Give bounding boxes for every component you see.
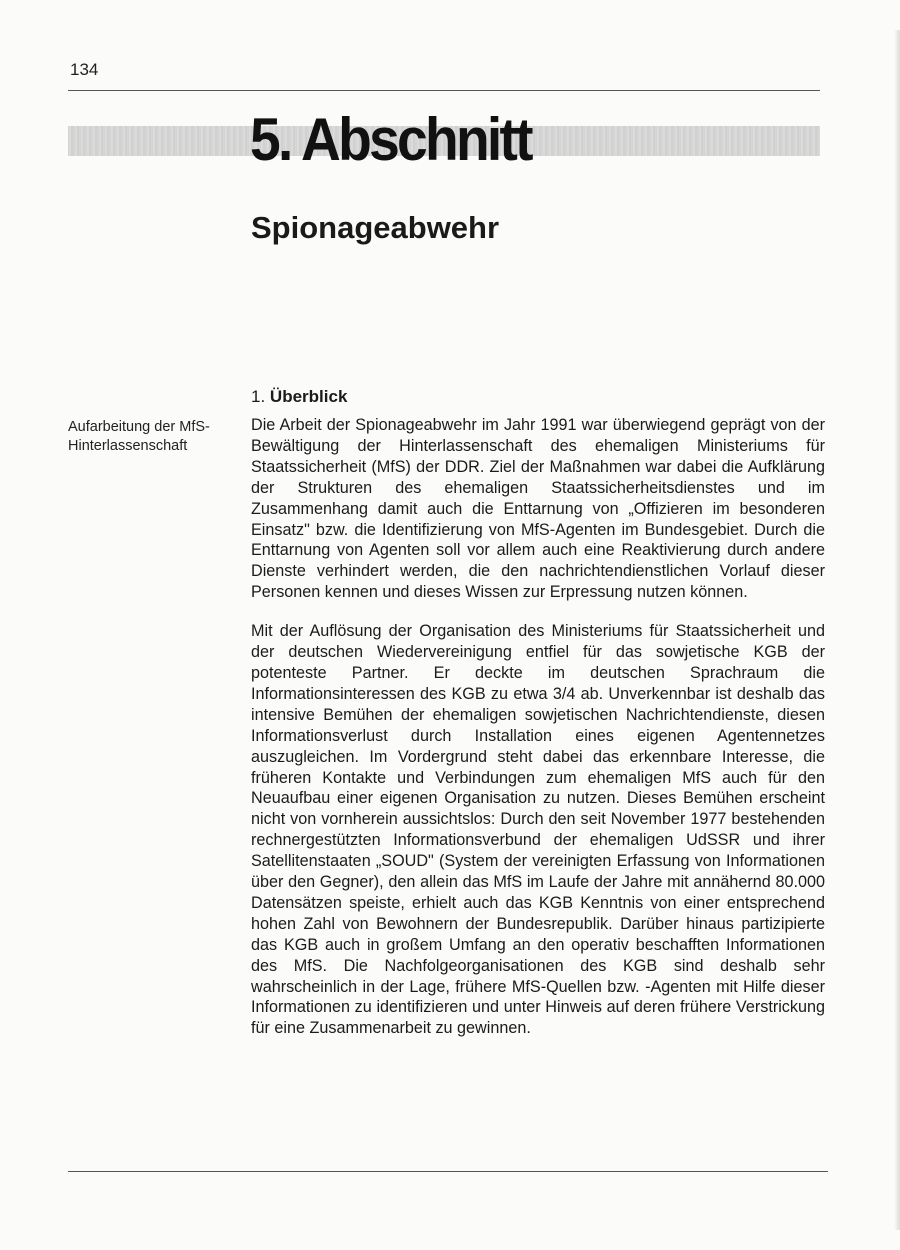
- section-heading: 5. Abschnitt: [250, 106, 531, 173]
- header-rule: [68, 90, 820, 91]
- paragraph-1: Die Arbeit der Spionageabwehr im Jahr 1991 war überwiegend geprägt von der Bewältigung der Hinterlassenschaft des ehemaligen Ministeriums für Staatssicherheit (MfS) der DDR. Ziel der Maßnahmen war dabei die Aufklärung der Strukturen des ehemaligen Staatssicherheitsdienstes und im Zusammenhang damit auch die Enttarnung von „Offizieren im besonderen Einsatz" bzw. die Identifizierung von MfS-Agenten im Bundesgebiet. Durch die Enttarnung von Agenten soll vor allem auch eine Reaktivierung durch andere Dienste verhindert werden, die den nachrichtendienstlichen Vorlauf dieser Personen kennen und dieses Wissen zur Erpressung nutzen können.: [251, 416, 825, 602]
- scan-edge-shadow: [894, 30, 900, 1230]
- section-label: Überblick: [269, 387, 348, 406]
- section-title: [251, 386, 825, 408]
- footer-rule: [68, 1171, 828, 1172]
- margin-note: Aufarbeitung der MfS-Hinterlassenschaft: [68, 419, 210, 454]
- section-number: 1.: [251, 387, 266, 406]
- chapter-subtitle: Spionageabwehr: [251, 210, 500, 245]
- paragraph-2: Mit der Auflösung der Organisation des Ministeriums für Staatssicherheit und der deutschen Wiedervereinigung entfiel für das sowjetische KGB der potenteste Partner. Er deckte im deutschen Sprachraum die Informationsinteressen des KGB zu etwa 3/4 ab. Unverkennbar ist deshalb das intensive Bemühen der ehemaligen sowjetischen Nachrichtendienste, diesen Informationsverlust durch Installation eines eigenen Agentennetzes auszugleichen. Im Vordergrund steht dabei das erkennbare Interesse, die früheren Kontakte und Verbindungen zum ehemaligen MfS auch für den Neuaufbau einer eigenen Organisation zu nutzen. Dieses Bemühen erscheint nicht von vornherein aussichtslos: Durch den seit November 1977 bestehenden rechnergestützten Informationsverbund der ehemaligen UdSSR und ihrer Satellitenstaaten „SOUD" (System der vereinigten Erfassung von Informationen über den Gegner), den allein das MfS im Laufe der Jahre mit annähernd 80.000 Datensätzen speiste, erhielt auch das KGB Kenntnis von einer entsprechend hohen Zahl von Bewohnern der Bundesrepublik. Darüber hinaus partizipierte das KGB auch in großem Umfang an den operativ beschafften Informationen des MfS. Die Nachfolgeorganisationen des KGB sind deshalb sehr wahrscheinlich in der Lage, frühere MfS-Quellen bzw. -Agenten mit Hilfe dieser Informationen zu identifizieren und unter Hinweis auf deren frühere Verstrickung für eine Zusammenarbeit zu gewinnen.: [251, 622, 825, 1038]
- main-content: [251, 386, 825, 1057]
- page-number: 134: [70, 60, 99, 79]
